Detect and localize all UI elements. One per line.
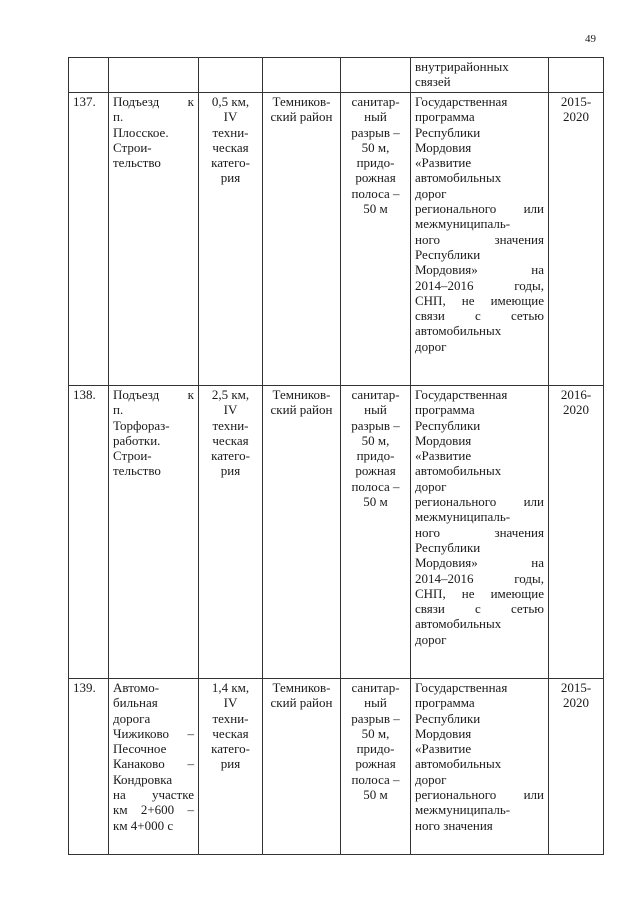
cell-program-line: СНП, не имеющие <box>415 585 544 601</box>
cell-years-line: 2020 <box>563 109 589 125</box>
cell-name <box>109 58 199 93</box>
cell-district-line: ский район <box>270 695 333 711</box>
cell-district-line: Темников- <box>272 387 331 402</box>
cell-program-line: межмуниципаль- <box>415 802 511 818</box>
cell-years <box>549 386 604 679</box>
cell-zone-line: 50 м, <box>361 139 390 155</box>
cell-params <box>199 679 263 855</box>
cell-program-line: дорог <box>415 338 447 354</box>
cell-params-line: техни- <box>212 710 249 726</box>
cell-zone-line: 50 м, <box>361 432 390 448</box>
cell-program-line: Республики <box>415 539 481 555</box>
cell-program-line: связи с сетью <box>415 601 544 617</box>
cell-params-line: ческая <box>212 139 249 155</box>
cell-years-line: 2020 <box>563 402 589 418</box>
cell-params-line: техни- <box>212 417 249 433</box>
cell-district-line: ский район <box>270 109 333 125</box>
cell-program-line: Мордовия» на <box>415 262 544 278</box>
cell-program-line: дорог <box>415 185 447 201</box>
cell-name-line: км 4+000 с <box>113 817 174 833</box>
cell-num: 139. <box>69 679 109 855</box>
cell-zone-line: санитар- <box>351 387 400 402</box>
cell-program-line: Республики <box>415 246 481 262</box>
cell-params <box>199 93 263 386</box>
cell-years-line: 2016- <box>560 387 592 402</box>
cell-num: 138. <box>69 386 109 679</box>
cell-name-line: Канаково – <box>113 756 194 772</box>
cell-params-line: IV <box>223 109 238 125</box>
cell-params-line: 2,5 км, <box>211 387 250 402</box>
cell-zone-line: полоса – <box>351 771 400 787</box>
cell-program-line: Мордовия» на <box>415 555 544 571</box>
cell-name <box>109 93 199 386</box>
cell-district <box>263 386 341 679</box>
cell-program-line: ного значения <box>415 231 544 247</box>
cell-zone-line: 50 м <box>363 201 388 217</box>
cell-program-line: «Развитие <box>415 155 472 171</box>
cell-zone-line: 50 м <box>363 494 388 510</box>
cell-name-line: п. <box>113 109 124 125</box>
cell-params-line: ческая <box>212 432 249 448</box>
cell-zone-line: ный <box>364 695 387 711</box>
roads-table <box>68 57 604 855</box>
cell-program-line: программа <box>415 109 475 125</box>
table-row <box>69 679 604 855</box>
cell-zone-line: рожная <box>355 463 396 479</box>
cell-name-line: п. <box>113 402 124 418</box>
cell-zone-line: рожная <box>355 756 396 772</box>
cell-num: 137. <box>69 93 109 386</box>
cell-program-line: «Развитие <box>415 448 472 464</box>
cell-program <box>411 58 549 93</box>
cell-zone-line: санитар- <box>351 94 400 109</box>
cell-name-line: бильная <box>113 695 158 711</box>
cell-program-line: Мордовия <box>415 432 472 448</box>
cell-name-line: Чижиково – <box>113 725 194 741</box>
cell-name-line: Подъезд к <box>113 387 194 402</box>
cell-name-line: Строи- <box>113 139 152 155</box>
cell-params <box>199 386 263 679</box>
cell-zone-line: санитар- <box>351 680 400 695</box>
table-row <box>69 93 604 386</box>
cell-program-line: Республики <box>415 417 481 433</box>
cell-years-line: 2015- <box>560 680 592 695</box>
cell-program-line: межмуниципаль- <box>415 509 511 525</box>
cell-years <box>549 58 604 93</box>
cell-zone-line: разрыв – <box>351 124 400 140</box>
cell-zone-line: разрыв – <box>351 417 400 433</box>
cell-params-line: 1,4 км, <box>211 680 250 695</box>
cell-program-line: дорог <box>415 631 447 647</box>
cell-district <box>263 93 341 386</box>
cell-zone <box>341 386 411 679</box>
cell-program <box>411 386 549 679</box>
cell-params-line: катего- <box>211 448 250 464</box>
cell-name-line: работки. <box>113 432 161 448</box>
cell-program-line: Мордовия <box>415 139 472 155</box>
cell-program-line: Республики <box>415 710 481 726</box>
cell-params-line: 0,5 км, <box>211 94 250 109</box>
cell-params-line: рия <box>220 756 241 772</box>
cell-program-line: межмуниципаль- <box>415 216 511 232</box>
program-tail: внутрирайонных связей <box>415 59 509 90</box>
cell-program-line: Государственная <box>415 94 508 109</box>
cell-program-line: автомобильных <box>415 463 502 479</box>
cell-zone-line: рожная <box>355 170 396 186</box>
cell-zone-line: полоса – <box>351 478 400 494</box>
cell-program-line: 2014–2016 годы, <box>415 277 544 293</box>
cell-name-line: Песочное <box>113 741 167 757</box>
cell-program <box>411 93 549 386</box>
cell-zone-line: придо- <box>356 155 395 171</box>
cell-program-line: программа <box>415 402 475 418</box>
cell-program-line: автомобильных <box>415 323 502 339</box>
cell-params <box>199 58 263 93</box>
cell-program-line: дорог <box>415 771 447 787</box>
cell-params-line: рия <box>220 170 241 186</box>
table-row <box>69 386 604 679</box>
cell-zone <box>341 58 411 93</box>
cell-program-line: Государственная <box>415 680 508 695</box>
cell-district-line: ский район <box>270 402 333 418</box>
cell-zone <box>341 93 411 386</box>
cell-name-line: тельство <box>113 155 161 171</box>
cell-program-line: автомобильных <box>415 756 502 772</box>
cell-program-line: дорог <box>415 478 447 494</box>
cell-name-line: на участке <box>113 787 194 803</box>
table-row-continuation <box>69 58 604 93</box>
cell-params-line: IV <box>223 402 238 418</box>
cell-program-line: автомобильных <box>415 616 502 632</box>
cell-num <box>69 58 109 93</box>
cell-zone-line: разрыв – <box>351 710 400 726</box>
cell-years <box>549 679 604 855</box>
cell-program-line: Государственная <box>415 387 508 402</box>
cell-name-line: дорога <box>113 710 151 726</box>
page-number: 49 <box>585 33 596 45</box>
cell-name-line: Автомо- <box>113 680 160 695</box>
cell-name-line: Подъезд к <box>113 94 194 109</box>
cell-program-line: программа <box>415 695 475 711</box>
cell-zone-line: 50 м, <box>361 725 390 741</box>
cell-name <box>109 386 199 679</box>
cell-years-line: 2020 <box>563 695 589 711</box>
cell-program-line: ного значения <box>415 817 493 833</box>
cell-program <box>411 679 549 855</box>
cell-zone-line: придо- <box>356 741 395 757</box>
cell-program-line: регионального или <box>415 787 544 803</box>
cell-params-line: техни- <box>212 124 249 140</box>
cell-name-line: км 2+600 – <box>113 802 194 818</box>
cell-zone-line: полоса – <box>351 185 400 201</box>
cell-program-line: связи с сетью <box>415 308 544 324</box>
cell-program-line: Республики <box>415 124 481 140</box>
cell-name-line: Строи- <box>113 448 152 464</box>
cell-years-line: 2015- <box>560 94 592 109</box>
cell-program-line: СНП, не имеющие <box>415 292 544 308</box>
cell-name-line: Кондровка <box>113 771 173 787</box>
cell-program-line: 2014–2016 годы, <box>415 570 544 586</box>
cell-district <box>263 679 341 855</box>
cell-district <box>263 58 341 93</box>
cell-zone <box>341 679 411 855</box>
cell-name <box>109 679 199 855</box>
cell-program-line: ного значения <box>415 524 544 540</box>
cell-params-line: катего- <box>211 155 250 171</box>
cell-program-line: автомобильных <box>415 170 502 186</box>
cell-years <box>549 93 604 386</box>
cell-zone-line: придо- <box>356 448 395 464</box>
cell-program-line: регионального или <box>415 201 544 217</box>
cell-program-line: «Развитие <box>415 741 472 757</box>
cell-name-line: тельство <box>113 463 161 479</box>
cell-params-line: ческая <box>212 725 249 741</box>
cell-name-line: Торфораз- <box>113 417 170 433</box>
cell-params-line: рия <box>220 463 241 479</box>
cell-program-line: регионального или <box>415 494 544 510</box>
cell-zone-line: 50 м <box>363 787 388 803</box>
cell-name-line: Плосское. <box>113 124 169 140</box>
cell-district-line: Темников- <box>272 94 331 109</box>
cell-zone-line: ный <box>364 109 387 125</box>
cell-district-line: Темников- <box>272 680 331 695</box>
cell-params-line: катего- <box>211 741 250 757</box>
cell-params-line: IV <box>223 695 238 711</box>
cell-zone-line: ный <box>364 402 387 418</box>
cell-program-line: Мордовия <box>415 725 472 741</box>
